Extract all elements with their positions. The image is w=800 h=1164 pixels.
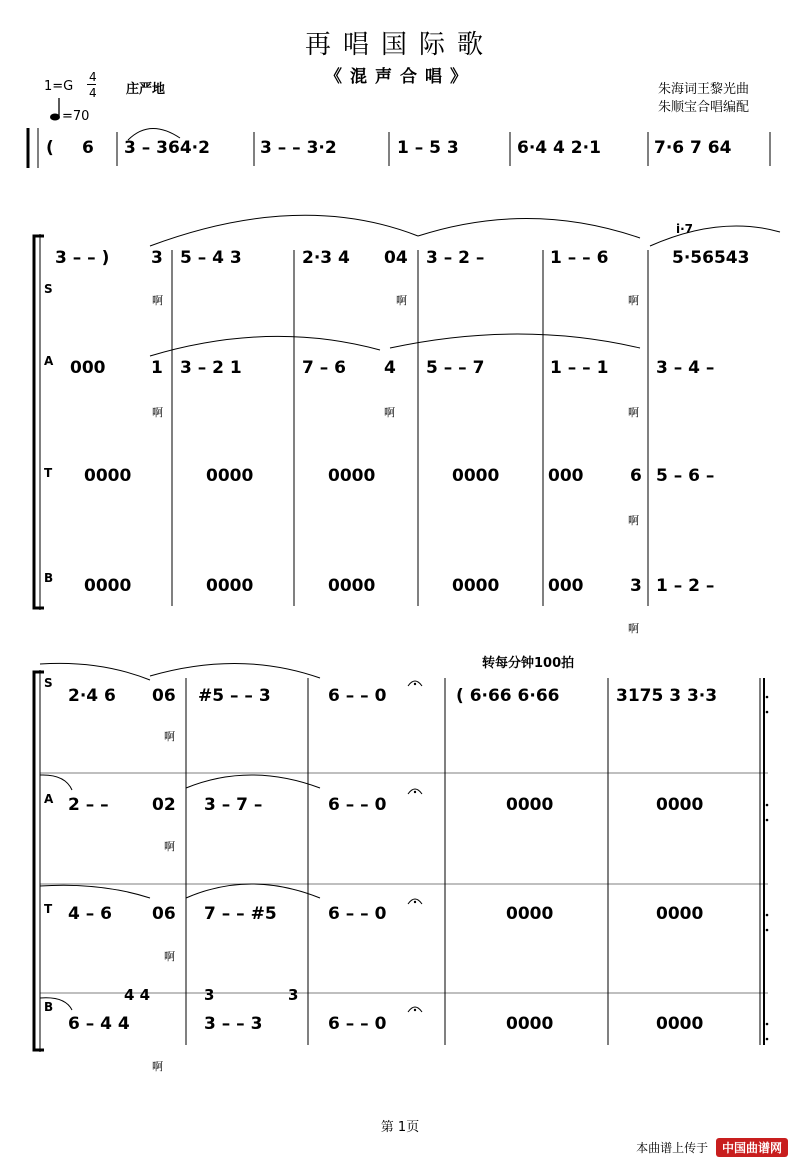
tenor-lyric: 啊 <box>164 950 175 963</box>
soprano-note: 06 <box>152 686 176 706</box>
soprano-note: 3175 3 3·3 <box>616 686 718 706</box>
intro-measure-5: 7·6 7 64 <box>654 138 732 158</box>
tenor-note: 000 <box>548 466 584 486</box>
alto-lyric: 啊 <box>164 840 175 853</box>
tenor-label: T <box>44 466 53 480</box>
bass-note: 0000 <box>84 576 132 596</box>
alto-note: 2 – – <box>68 795 109 815</box>
soprano-note: 3 – – ) <box>55 248 110 268</box>
tenor-note: 0000 <box>506 904 554 924</box>
tenor-lyric: 啊 <box>628 514 639 527</box>
alto-lyric: 啊 <box>628 406 639 419</box>
tempo-mark: =70 <box>62 109 90 124</box>
time-signature-bottom: 4 <box>89 86 97 100</box>
intro-measure-2: 3 – – 3·2 <box>260 138 337 158</box>
soprano-note: 5 – 4 3 <box>180 248 242 268</box>
tenor-note: 0000 <box>656 904 704 924</box>
score-title: 再唱国际歌 <box>304 30 495 60</box>
tenor-note: 4 – 6 <box>68 904 112 924</box>
alto-note: 0000 <box>656 795 704 815</box>
soprano-label: S <box>44 676 53 690</box>
alto-label: A <box>44 354 54 368</box>
bass-note: 6 – – 0 <box>328 1014 387 1034</box>
tenor-note: 7 – – #5 <box>204 904 277 924</box>
tenor-note: 6 <box>630 466 642 486</box>
soprano-note: 1 – – 6 <box>550 248 609 268</box>
tenor-note: 06 <box>152 904 176 924</box>
alto-note: 3 – 4 – <box>656 358 715 378</box>
soprano-note: 5·56543 <box>672 248 750 268</box>
bass-note: 000 <box>548 576 584 596</box>
bass-upper-note: 3 <box>288 986 299 1004</box>
upload-source <box>636 1138 788 1157</box>
alto-note: 7 – 6 <box>302 358 346 378</box>
site-logo[interactable]: 中国曲谱网 <box>716 1138 788 1157</box>
bass-lyric: 啊 <box>152 1060 163 1073</box>
bass-note: 0000 <box>506 1014 554 1034</box>
bass-note: 0000 <box>452 576 500 596</box>
intro-measure-4: 6·4 4 2·1 <box>517 138 601 158</box>
bass-label: B <box>44 571 54 585</box>
alto-note: 02 <box>152 795 176 815</box>
bass-lyric: 啊 <box>628 622 639 635</box>
time-signature-top: 4 <box>89 70 97 84</box>
arranger-credit: 朱顺宝合唱编配 <box>658 100 750 115</box>
bass-upper-note: 4 4 <box>124 986 151 1004</box>
tenor-note: 0000 <box>452 466 500 486</box>
bass-note: 0000 <box>206 576 254 596</box>
bass-note: 3 <box>630 576 642 596</box>
tenor-note: 6 – – 0 <box>328 904 387 924</box>
alto-note: 3 – 7 – <box>204 795 263 815</box>
alto-note: 5 – – 7 <box>426 358 485 378</box>
alto-note: 1 – – 1 <box>550 358 609 378</box>
soprano-label: S <box>44 282 53 296</box>
bass-note: 0000 <box>328 576 376 596</box>
intro-measure-1: 3 – 364·2 <box>124 138 210 158</box>
soprano-note: 04 <box>384 248 408 268</box>
upload-source-label: 本曲谱上传于 <box>636 1141 709 1155</box>
tenor-note: 5 – 6 – <box>656 466 715 486</box>
composer-credit: 朱海词王黎光曲 <box>658 82 750 97</box>
tenor-note: 0000 <box>84 466 132 486</box>
soprano-note: 2·4 6 <box>68 686 116 706</box>
expression-mark: 庄严地 <box>126 82 166 97</box>
tenor-note: 0000 <box>328 466 376 486</box>
soprano-lyric: 啊 <box>152 294 163 307</box>
bass-note: 3 – – 3 <box>204 1014 263 1034</box>
alto-lyric: 啊 <box>384 406 395 419</box>
alto-label: A <box>44 792 54 806</box>
alto-lyric: 啊 <box>152 406 163 419</box>
bass-label: B <box>44 1000 54 1014</box>
intro-measure-3: 1 – 5 3 <box>397 138 459 158</box>
tenor-label: T <box>44 902 53 916</box>
alto-note: 1 <box>151 358 163 378</box>
upper-voice-mark: i·7 <box>676 222 694 236</box>
bass-note: 0000 <box>656 1014 704 1034</box>
page-number: 第 1页 <box>380 1120 420 1135</box>
soprano-note: 3 – 2 – <box>426 248 485 268</box>
tenor-note: 0000 <box>206 466 254 486</box>
soprano-lyric: 啊 <box>164 730 175 743</box>
tempo-change-mark: 转每分钟100拍 <box>482 656 575 671</box>
alto-note: 4 <box>384 358 396 378</box>
bass-upper-note: 3 <box>204 986 215 1004</box>
soprano-lyric: 啊 <box>628 294 639 307</box>
soprano-note: ( 6·66 6·66 <box>456 686 560 706</box>
soprano-note: 6 – – 0 <box>328 686 387 706</box>
opening-parenthesis: ( <box>46 138 54 158</box>
key-signature: 1=G <box>44 79 74 94</box>
alto-note: 0000 <box>506 795 554 815</box>
alto-note: 000 <box>70 358 106 378</box>
bass-note: 1 – 2 – <box>656 576 715 596</box>
score-subtitle: 《混声合唱》 <box>325 67 475 87</box>
soprano-lyric: 啊 <box>396 294 407 307</box>
soprano-note: 2·3 4 <box>302 248 350 268</box>
alto-note: 6 – – 0 <box>328 795 387 815</box>
soprano-note: #5 – – 3 <box>198 686 271 706</box>
soprano-note: 3 <box>151 248 163 268</box>
alto-note: 3 – 2 1 <box>180 358 242 378</box>
bass-note: 6 – 4 4 <box>68 1014 130 1034</box>
pickup-note: 6 <box>82 138 94 158</box>
